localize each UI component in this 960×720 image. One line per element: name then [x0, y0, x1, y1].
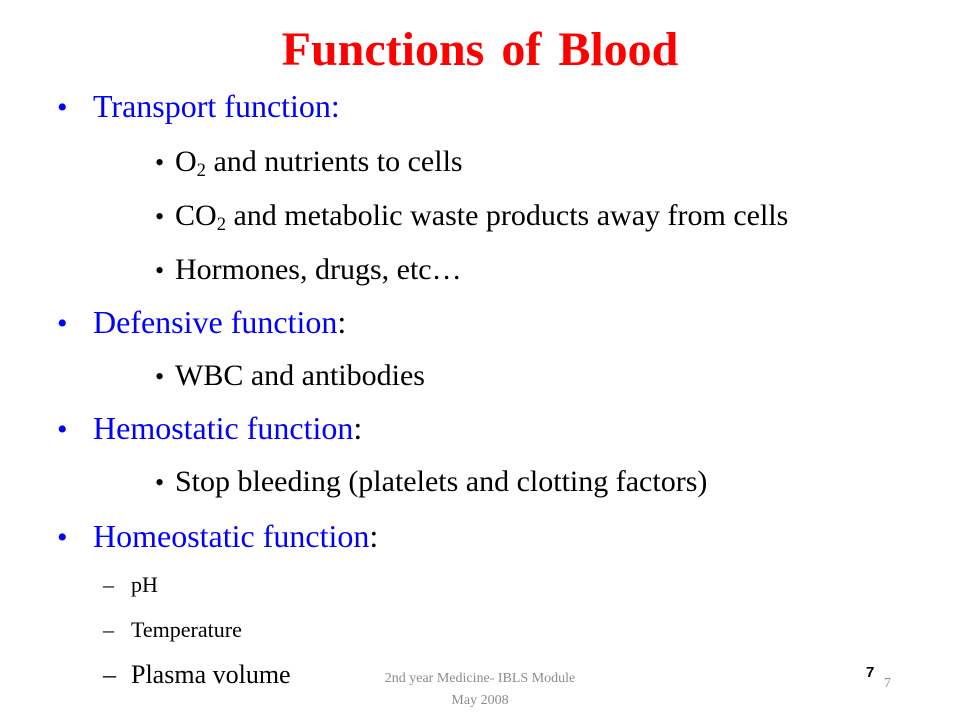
section-heading-homeostatic [57, 516, 378, 558]
heading-colon: : [369, 518, 379, 554]
dash-icon: – [103, 572, 114, 597]
bullet-icon: • [155, 468, 165, 497]
item-text-rest: and nutrients to cells [205, 145, 463, 178]
heading-text: Homeostatic function [93, 518, 370, 554]
heading-text: Transport function [93, 88, 331, 124]
item-subscript: 2 [216, 214, 226, 236]
list-item [155, 196, 788, 237]
footer-slide-number: 7 [884, 676, 891, 691]
bullet-icon: • [57, 307, 68, 340]
item-text: CO [175, 199, 217, 232]
footer-line-2: May 2008 [451, 693, 509, 708]
bullet-icon: • [155, 362, 165, 391]
bullet-icon: • [57, 91, 68, 124]
item-text: WBC and antibodies [175, 359, 425, 392]
bullet-icon: • [57, 413, 68, 446]
heading-colon: : [337, 304, 347, 340]
item-text: Stop bleeding (platelets and clotting factors) [175, 465, 708, 498]
section-heading-hemostatic [57, 408, 362, 450]
item-text: Plasma volume [131, 660, 291, 689]
list-item [155, 142, 463, 183]
dash-icon: – [103, 617, 114, 642]
list-item [155, 250, 462, 291]
list-item [155, 356, 425, 397]
slide-footer [330, 668, 630, 712]
bullet-icon: • [155, 148, 165, 177]
heading-colon: : [330, 88, 340, 124]
item-text: Temperature [131, 617, 242, 642]
list-item [103, 660, 291, 690]
heading-text: Hemostatic function [93, 410, 354, 446]
footer-line-1: 2nd year Medicine- IBLS Module [384, 671, 576, 686]
bullet-icon: • [155, 256, 165, 285]
heading-colon: : [353, 410, 363, 446]
bullet-icon: • [155, 202, 165, 231]
list-item [103, 570, 158, 600]
item-text: pH [131, 572, 158, 597]
item-subscript: 2 [196, 160, 206, 182]
slide-number: 7 [866, 664, 875, 681]
item-text-rest: and metabolic waste products away from cells [225, 199, 789, 232]
section-heading-defensive [57, 302, 346, 344]
bullet-icon: • [57, 521, 68, 554]
list-item [155, 462, 707, 503]
item-text: O [175, 145, 197, 178]
section-heading-transport [57, 86, 340, 128]
list-item [103, 615, 242, 645]
heading-text: Defensive function [93, 304, 338, 340]
slide-title: Functions of Blood [281, 23, 679, 76]
item-text: Hormones, drugs, etc… [175, 253, 462, 286]
dash-icon: – [103, 660, 116, 689]
